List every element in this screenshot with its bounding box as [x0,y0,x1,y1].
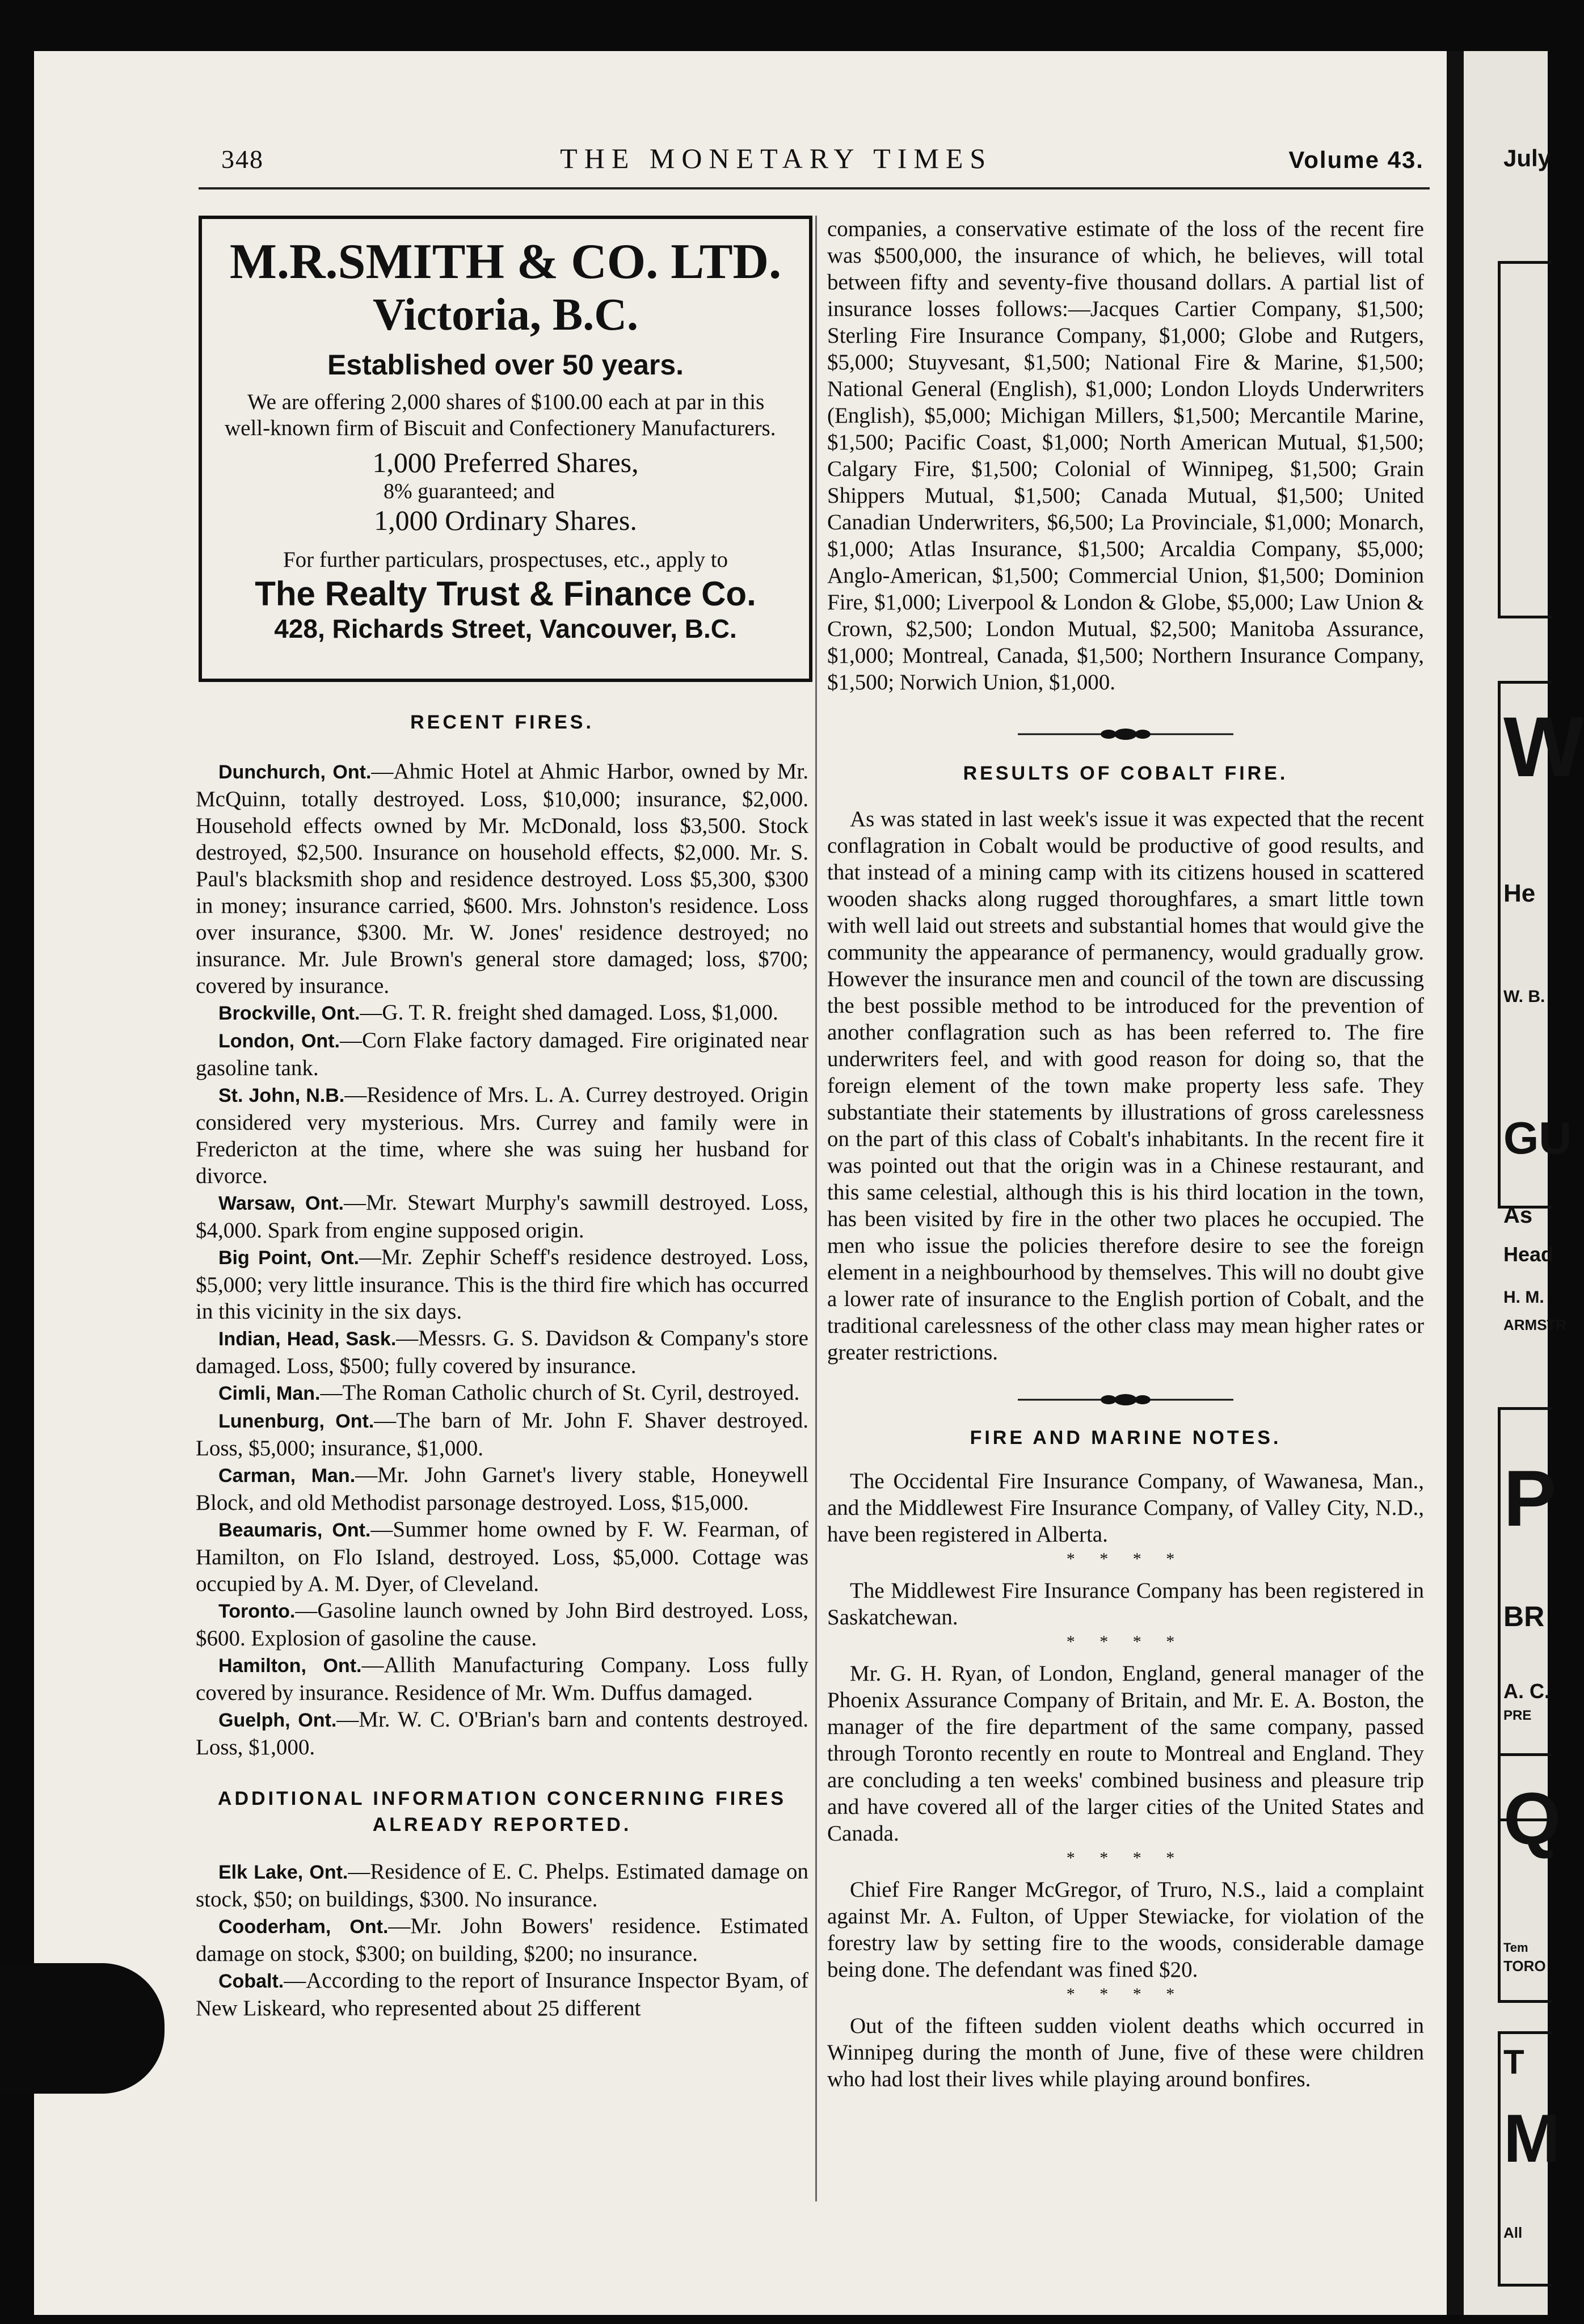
fire-entry [196,1244,808,1325]
publication-title: THE MONETARY TIMES [560,142,993,174]
next-page-fragment: Head [1503,1243,1554,1266]
note-paragraph: The Middlewest Fire Insurance Company has been registered in Saskatchewan. [827,1578,1424,1630]
fire-entry-text: —The barn of Mr. John F. Shaver destroyed. Loss, $5,000; insurance, $1,000. [196,1408,808,1460]
fire-entry [196,1081,808,1189]
note-separator: * * * * [1066,1550,1185,1568]
cobalt-article: As was stated in last week's issue it was expected that the recent conflagration in Cobalt would be productive of good results, and that instead of a mining camp with its citizens housed in scattered wooden shacks along rugged thoroughfares, a smart little town with well laid out streets and substantial homes that would give the community the appearance of permanency, would gradually grow. However the insurance men and council of the town are discussing the best possible method to be introduced for the prevention of another conflagration such as has been referred to. The fire underwriters feel, and with good reason for doing so, that the foreign element of the town make property less safe. They substantiate their statements by illustrations of gross carelessness on the part of this class of Cobalt's inhabitants. In the recent fire it was pointed out that the origin was in a Chinese restaurant, and this same celestial, although this is his third location in the town, has been visited by fire in the other two places he occupied. The men who issue the policies therefore desire to see the foreign element in a neighbourhood by themselves. This will no doubt give a lower rate of insurance to the English portion of Cobalt, and the traditional carelessness of the other class may mean higher rates or greater restrictions. [827,807,1424,1365]
fire-entry-text: —Allith Manufacturing Company. Loss fully covered by insurance. Residence of Mr. Wm. Duffus damaged. [196,1653,808,1705]
ad-company-name: M.R.SMITH & CO. LTD. [229,234,782,289]
fire-entry-place: Toronto. [218,1601,296,1622]
fire-entry-text: —G. T. R. freight shed damaged. Loss, $1,000. [360,1000,778,1025]
note-paragraph: Mr. G. H. Ryan, of London, England, general manager of the Phoenix Assurance Company of Britain, and Mr. E. A. Boston, the manager of the fire department of the same company, passed through Toronto recently en route to Montreal and England. They are concluding a ten weeks' combined business and pleasure trip and have covered all of the larger cities of the United States and Canada. [827,1661,1424,1846]
next-page-fragment: PRE [1503,1708,1532,1723]
ad-further: For further particulars, prospectuses, etc., apply to [283,548,728,572]
fire-entry-text: —Residence of E. C. Phelps. Estimated damage on stock, $50; on buildings, $300. No insurance. [196,1859,808,1912]
ad-established: Established over 50 years. [327,349,684,381]
fire-entry-text: —Mr. W. C. O'Brian's barn and contents destroyed. Loss, $1,000. [196,1707,808,1759]
fire-entry [196,1189,808,1244]
fire-entry-text: —Summer home owned by F. W. Fearman, of Hamilton, on Flo Island, destroyed. Loss, $5,000. Cottage was occupied by A. M. Dyer, of Cleveland. [196,1517,808,1596]
volume-label: Volume 43. [1288,146,1424,173]
next-page-fragment: P [1503,1454,1557,1543]
left-column [196,709,808,2022]
fire-entry-place: Cobalt. [218,1971,284,1992]
fire-entry-place: St. John, N.B. [218,1085,345,1106]
fire-entry [196,1325,808,1379]
fire-entry-text: —Messrs. G. S. Davidson & Company's store damaged. Loss, $500; fully covered by insurance. [196,1326,808,1378]
ad-city: Victoria, B.C. [372,290,639,340]
fire-entry-place: Big Point, Ont. [218,1247,359,1269]
ad-address: 428, Richards Street, Vancouver, B.C. [274,614,737,643]
ad-preferred-note: 8% guaranteed; and [384,479,555,503]
fire-entry-text: —The Roman Catholic church of St. Cyril, destroyed. [320,1380,800,1405]
column-divider [815,216,817,2201]
fire-entry-place: Indian, Head, Sask. [218,1328,397,1350]
fire-entry-place: Warsaw, Ont. [218,1193,344,1214]
fire-entry-place: Elk Lake, Ont. [218,1862,348,1883]
page-number: 348 [221,145,264,174]
scanner-clip [0,1963,165,2094]
fire-entry-text: —Corn Flake factory damaged. Fire originated near gasoline tank. [196,1028,808,1080]
fire-entry-place: Guelph, Ont. [218,1710,337,1731]
ornament-icon [1018,726,1233,743]
next-page-fragment: A. C. [1503,1679,1551,1703]
fire-entry-place: Lunenburg, Ont. [218,1411,374,1432]
fire-entry-text: —Mr. John Bowers' residence. Estimated damage on stock, $300; on building, $200; no insurance. [196,1914,808,1966]
next-page-fragment: TORO [1503,1957,1546,1974]
additional-info-list [196,1858,808,2022]
fire-entry-place: London, Ont. [218,1030,340,1052]
fire-entry-text: —Ahmic Hotel at Ahmic Harbor, owned by Mr. McQuinn, totally destroyed. Loss, $10,000; insurance, $2,000. Household effects owned by Mr. McDonald, loss $3,500. Stock destroyed, $2,500. Insurance on household effects, $2,000. Mr. S. Paul's blacksmith shop and residence destroyed. Loss $5,300, $300 in money; insurance carried, $600. Mrs. Johnston's residence. Loss over insurance, $300. Mr. W. Jones' residence destroyed; no insurance. Mr. Jule Brown's general store damaged; loss, $700; covered by insurance. [196,759,808,998]
cobalt-losses-continuation: companies, a conservative estimate of the loss of the recent fire was $500,000, the insurance of which, he believes, will total between fifty and seventy-five thousand dollars. A partial list of insurance losses follows:—Jacques Cartier Company, $1,500; Sterling Fire Insurance Company, $1,000; Globe and Rutgers, $5,000; Stuyvesant, $1,500; National Fire & Marine, $1,500; National General (English), $1,000; London Lloyds Underwriters (English), $5,000; Michigan Millers, $1,500; Mercantile Marine, $1,500; Pacific Coast, $1,000; North American Mutual, $1,500; Calgary Fire, $1,500; Colonial of Winnipeg, $1,500; Grain Shippers Mutual, $1,500; Canada Mutual, $1,500; United Canadian Underwriters, $6,500; La Provinciale, $1,000; Monarch, $1,000; Atlas Insurance, $1,500; Arcaldia Company, $5,000; Anglo-American, $1,500; Commercial Union, $1,500; Dominion Fire, $1,000; Liverpool & London & Globe, $5,000; Law Union & Crown, $2,500; London Mutual, $2,500; Manitoba Assurance, $1,000; Montreal, Canada, $1,500; Northern Insurance Company, $1,500; Norwich Union, $1,000. [827,217,1424,694]
next-page-fragment: Q [1503,1777,1561,1860]
page-edge [1447,51,1464,2315]
fire-entry [196,1027,808,1081]
next-page-fragment: All [1503,2224,1523,2241]
fire-entry-place: Brockville, Ont. [218,1003,360,1024]
fire-entry [196,1967,808,2022]
fire-entry [196,1597,808,1652]
next-page-fragment: GU [1503,1113,1572,1163]
note-paragraph: Chief Fire Ranger McGregor, of Truro, N.S., laid a complaint against Mr. A. Fulton, of Upper Stewiacke, for violation of the forestry law by setting fire to the woods, considerable damage being done. The defendant was fined $20. [827,1877,1424,1982]
fire-entry-place: Dunchurch, Ont. [218,761,372,783]
next-page-fragment: T [1503,2043,1524,2081]
ornament-divider [827,723,1424,746]
next-page-fragment: July [1503,145,1552,171]
ornament-divider [827,1388,1424,1411]
next-page-fragment: As [1503,1203,1533,1228]
next-page-fragment: W [1503,699,1584,794]
fire-entry-text: —According to the report of Insurance Inspector Byam, of New Liskeard, who represented about 25 different [196,1968,808,2020]
next-page-fragment: He [1503,879,1536,907]
fire-entry [196,999,808,1027]
fire-entry-text: —Residence of Mrs. L. A. Currey destroyed. Origin considered very mysterious. Mrs. Currey and family were in Fredericton at the time, where she was suing her husband for divorce. [196,1083,809,1188]
header-rule [199,187,1430,190]
next-page-fragment: H. M. [1503,1288,1544,1307]
notes-heading: FIRE AND MARINE NOTES. [970,1427,1282,1449]
note-paragraph: Out of the fifteen sudden violent deaths which occurred in Winnipeg during the month of June, five of these were children who had lost their lives while playing around bonfires. [827,2014,1424,2091]
running-header [221,142,1424,182]
next-page-box [1498,261,1552,618]
right-column [827,216,1424,2093]
additional-info-heading-line1: ADDITIONAL INFORMATION CONCERNING FIRES [217,1788,787,1809]
fire-entry [196,1913,808,1967]
advertisement-box [199,216,812,682]
ornament-icon [1018,1391,1233,1408]
note-paragraph: The Occidental Fire Insurance Company, of Wawanesa, Man., and the Middlewest Fire Insurance Company, of Valley City, N.D., have been registered in Alberta. [827,1469,1424,1547]
fire-entry-place: Cimli, Man. [218,1383,321,1404]
next-page-fragment: ARMSTR [1503,1316,1567,1333]
fire-entry [196,1462,808,1516]
fire-entry-text: —Mr. John Garnet's livery stable, Honeywell Block, and old Methodist parsonage destroyed. Loss, $15,000. [196,1463,808,1515]
fire-entry [196,1858,808,1913]
next-page-fragment: W. B. [1503,987,1545,1006]
recent-fires-heading: RECENT FIRES. [410,711,594,733]
fire-entry-place: Hamilton, Ont. [218,1655,362,1677]
recent-fires-list [196,758,808,1761]
fire-entry [196,1706,808,1761]
fire-entry-place: Beaumaris, Ont. [218,1519,371,1541]
next-page-fragment: Tem [1503,1940,1528,1955]
ad-agent: The Realty Trust & Finance Co. [255,575,756,613]
fire-entry-text: —Mr. Zephir Scheff's residence destroyed. Loss, $5,000; very little insurance. This is the third fire which has occurred in this vicinity in the six days. [196,1245,808,1324]
fire-entry-place: Cooderham, Ont. [218,1916,389,1938]
fire-entry [196,758,808,999]
fire-entry-text: —Mr. Stewart Murphy's sawmill destroyed. Loss, $4,000. Spark from engine supposed origin. [196,1190,808,1243]
fire-entry-text: —Gasoline launch owned by John Bird destroyed. Loss, $600. Explosion of gasoline the cause. [196,1598,808,1651]
fire-entry [196,1407,808,1462]
note-separator: * * * * [1066,1985,1185,2003]
ad-preferred-shares: 1,000 Preferred Shares, [372,447,639,478]
fire-entry-place: Carman, Man. [218,1465,356,1487]
fire-entry [196,1379,808,1407]
fire-entry [196,1652,808,1706]
fire-entry [196,1516,808,1597]
additional-info-heading-line2: ALREADY REPORTED. [372,1814,632,1835]
ad-ordinary-shares: 1,000 Ordinary Shares. [374,504,637,536]
ad-offer: We are offering 2,000 shares of $100.00 each at par in this well-known firm of Biscuit and Confectionery Manufacturers. [225,390,776,440]
note-separator: * * * * [1066,1849,1185,1867]
next-page-fragment: BR [1503,1601,1545,1632]
note-separator: * * * * [1066,1632,1185,1651]
next-page-fragment: M [1503,2100,1560,2176]
cobalt-heading: RESULTS OF COBALT FIRE. [963,763,1288,784]
